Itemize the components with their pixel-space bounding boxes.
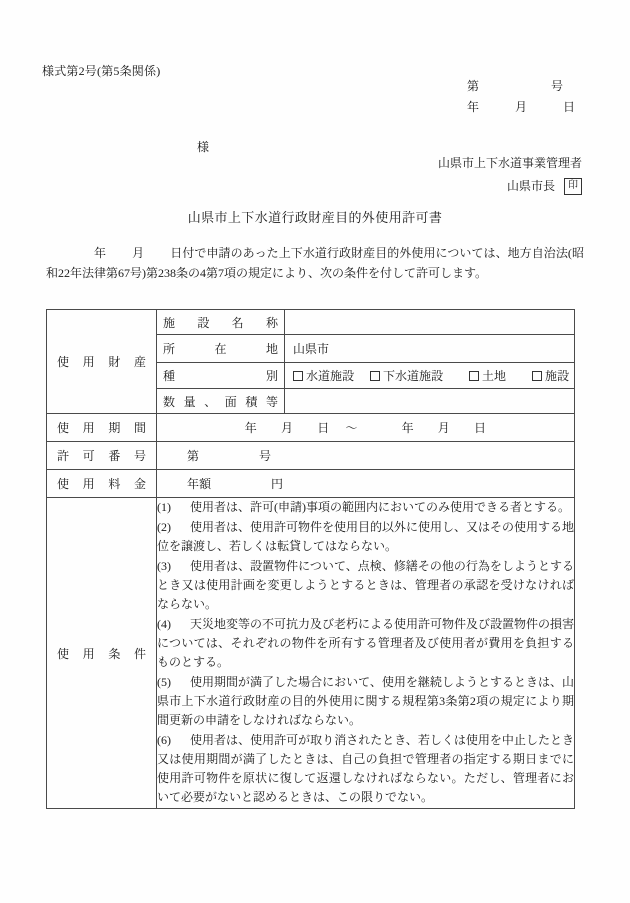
row-label-usage-conditions-text bbox=[47, 645, 156, 662]
value-location-text: 山県市 bbox=[293, 342, 330, 356]
label-char: 名 bbox=[231, 315, 244, 330]
permit-details-table bbox=[46, 309, 575, 809]
row-label-usage-fee bbox=[47, 470, 157, 498]
table-row-permit-number bbox=[47, 442, 575, 470]
checkbox-label: 施設 bbox=[545, 369, 570, 383]
row-label-property bbox=[47, 310, 157, 414]
seal-stamp-box: 印 bbox=[564, 178, 582, 195]
value-usage-conditions bbox=[157, 498, 575, 809]
label-char: 件 bbox=[133, 646, 146, 661]
intro-month[interactable]: 月 bbox=[132, 246, 145, 260]
row-label-permit-number-text bbox=[47, 447, 156, 464]
period-separator: ～ bbox=[345, 421, 358, 435]
condition-item bbox=[157, 673, 574, 730]
permit-number-fields bbox=[157, 442, 574, 469]
label-char: 用 bbox=[82, 421, 95, 435]
value-type bbox=[285, 363, 575, 389]
checkbox-facility[interactable] bbox=[532, 367, 569, 384]
label-char: 用 bbox=[82, 477, 95, 491]
value-quantity-area-text bbox=[285, 389, 574, 413]
condition-number: (5) bbox=[157, 675, 171, 689]
label-char: 施 bbox=[163, 315, 176, 330]
issuer-block bbox=[438, 152, 582, 197]
label-char: 産 bbox=[133, 355, 146, 369]
label-char: 設 bbox=[197, 315, 210, 330]
label-char: 使 bbox=[57, 646, 70, 661]
row-label-usage-conditions bbox=[47, 498, 157, 809]
condition-text: 使用者は、使用許可物件を使用目的以外に使用し、又はその使用する地位を譲渡し、若しくは転貸してはならない。 bbox=[157, 520, 575, 553]
label-char: 使 bbox=[57, 355, 70, 369]
intro-body-line2: 22年法律第67号)第238条の4第7項の規定により、次の条件を付して許可します。 bbox=[58, 266, 488, 280]
label-char: 可 bbox=[82, 449, 95, 463]
condition-number: (1) bbox=[157, 500, 171, 514]
table-row-usage-period bbox=[47, 414, 575, 442]
addressee-field[interactable]: 様 bbox=[197, 140, 210, 154]
sublabel-quantity-area bbox=[157, 389, 285, 414]
value-usage-fee[interactable] bbox=[157, 470, 575, 498]
row-label-usage-period bbox=[47, 414, 157, 442]
sublabel-quantity-area-text bbox=[157, 393, 284, 410]
checkbox-sewerage-facility[interactable] bbox=[370, 367, 443, 384]
label-char: 面 bbox=[224, 394, 237, 409]
period-start-day[interactable]: 日 bbox=[317, 421, 330, 435]
label-char: 所 bbox=[163, 342, 176, 356]
usage-fee-fields bbox=[157, 470, 574, 497]
value-facility-name[interactable] bbox=[285, 310, 575, 335]
label-char: 数 bbox=[163, 394, 176, 409]
sublabel-location bbox=[157, 335, 285, 363]
checkbox-box-icon bbox=[532, 371, 542, 381]
label-char: 地 bbox=[265, 342, 278, 356]
usage-period-fields bbox=[157, 414, 574, 441]
table-row-usage-fee bbox=[47, 470, 575, 498]
value-usage-period[interactable] bbox=[157, 414, 575, 442]
label-char: 使 bbox=[57, 477, 70, 491]
period-end-month[interactable]: 月 bbox=[437, 421, 450, 435]
label-char: 別 bbox=[265, 369, 278, 383]
checkbox-box-icon bbox=[293, 371, 303, 381]
row-label-usage-period-text bbox=[47, 419, 156, 436]
condition-item bbox=[157, 731, 574, 807]
label-char: 号 bbox=[133, 449, 146, 463]
condition-text: 天災地変等の不可抗力及び老朽による使用許可物件及び設置物件の損害については、それぞれの物件を所有する管理者及び使用者が費用を負担するものとする。 bbox=[157, 617, 575, 669]
label-char: 、 bbox=[204, 394, 217, 409]
condition-text: 使用者は、許可(申請)事項の範囲内においてのみ使用できる者とする。 bbox=[190, 500, 570, 514]
label-char: 量 bbox=[183, 394, 196, 409]
checkbox-water-facility[interactable] bbox=[293, 367, 354, 384]
intro-body-line1: 日付で申請のあった上下水道行政財産目的外使用については、地方自治法(昭和 bbox=[46, 246, 584, 280]
value-location[interactable] bbox=[285, 335, 575, 363]
label-char: 金 bbox=[133, 477, 146, 491]
table-row-facility-name bbox=[47, 310, 575, 335]
usage-fee-suffix: 円 bbox=[271, 477, 284, 491]
usage-fee-prefix: 年額 bbox=[187, 477, 212, 491]
form-number: 様式第2号(第5条関係) bbox=[42, 64, 161, 78]
label-char: 財 bbox=[108, 355, 121, 369]
label-char: 許 bbox=[57, 449, 70, 463]
condition-number: (3) bbox=[157, 559, 171, 573]
value-permit-number[interactable] bbox=[157, 442, 575, 470]
label-char: 番 bbox=[108, 449, 121, 463]
sublabel-type bbox=[157, 363, 285, 389]
condition-item bbox=[157, 557, 574, 614]
period-end-year[interactable]: 年 bbox=[401, 421, 414, 435]
intro-year[interactable]: 年 bbox=[94, 246, 107, 260]
permit-number-prefix: 第 bbox=[187, 449, 200, 463]
label-char: 間 bbox=[133, 421, 146, 435]
condition-number: (6) bbox=[157, 733, 171, 747]
permit-number-suffix: 号 bbox=[259, 449, 272, 463]
condition-text: 使用者は、使用許可が取り消されたとき、若しくは使用を中止したとき又は使用期間が満了したときは、自己の負担で管理者の指定する期日までに使用許可物件を原状に復して返還しなければならない。ただし、管理者において必要がないと認めるときは、この限りでない。 bbox=[157, 733, 574, 804]
label-char: 積 bbox=[245, 394, 258, 409]
sublabel-location-text bbox=[157, 340, 284, 357]
intro-paragraph bbox=[46, 243, 584, 283]
checkbox-land[interactable] bbox=[469, 367, 506, 384]
sublabel-type-text bbox=[157, 367, 284, 384]
condition-item bbox=[157, 498, 574, 517]
period-start-year[interactable]: 年 bbox=[244, 421, 257, 435]
condition-number: (4) bbox=[157, 617, 171, 631]
value-quantity-area[interactable] bbox=[285, 389, 575, 414]
label-char: 称 bbox=[265, 315, 278, 330]
label-char: 在 bbox=[214, 342, 227, 356]
label-char: 用 bbox=[82, 355, 95, 369]
checkbox-label: 水道施設 bbox=[306, 369, 355, 383]
label-char: 使 bbox=[57, 421, 70, 435]
sublabel-facility-name-text bbox=[157, 314, 284, 331]
issuer-title-row bbox=[438, 175, 582, 197]
table-row-usage-conditions bbox=[47, 498, 575, 809]
type-checkbox-group bbox=[285, 363, 574, 388]
label-char: 種 bbox=[163, 369, 176, 383]
issuer-title: 山県市長 bbox=[506, 179, 555, 193]
label-char: 料 bbox=[108, 477, 121, 491]
period-end-day[interactable]: 日 bbox=[474, 421, 487, 435]
condition-number: (2) bbox=[157, 520, 171, 534]
document-number-field[interactable]: 第 号 bbox=[466, 79, 563, 93]
checkbox-box-icon bbox=[370, 371, 380, 381]
checkbox-label: 土地 bbox=[482, 369, 507, 383]
condition-text: 使用者は、設置物件について、点検、修繕その他の行為をしようとするとき又は使用計画を変更しようとするときは、管理者の承認を受けなければならない。 bbox=[157, 559, 574, 611]
value-facility-name-text bbox=[285, 310, 574, 334]
label-char: 条 bbox=[108, 646, 121, 661]
issuer-organization: 山県市上下水道事業管理者 bbox=[437, 156, 582, 170]
row-label-usage-fee-text bbox=[47, 475, 156, 492]
condition-item bbox=[157, 615, 574, 672]
document-date-field[interactable]: 年 月 日 bbox=[466, 100, 575, 114]
checkbox-box-icon bbox=[469, 371, 479, 381]
label-char: 用 bbox=[82, 646, 95, 661]
row-label-permit-number bbox=[47, 442, 157, 470]
row-label-property-text bbox=[47, 353, 156, 370]
label-char: 等 bbox=[265, 394, 278, 409]
condition-text: 使用期間が満了した場合において、使用を継続しようとするときは、山県市上下水道行政財産の目的外使用に関する規程第3条第2項の規定により期間更新の申請をしなければならない。 bbox=[157, 675, 574, 727]
sublabel-facility-name bbox=[157, 310, 285, 335]
label-char: 期 bbox=[108, 421, 121, 435]
checkbox-label: 下水道施設 bbox=[383, 369, 444, 383]
document-number-block bbox=[467, 76, 575, 118]
condition-item bbox=[157, 518, 574, 556]
period-start-month[interactable]: 月 bbox=[280, 421, 294, 435]
page-title: 山県市上下水道行政財産目的外使用許可書 bbox=[187, 210, 443, 225]
